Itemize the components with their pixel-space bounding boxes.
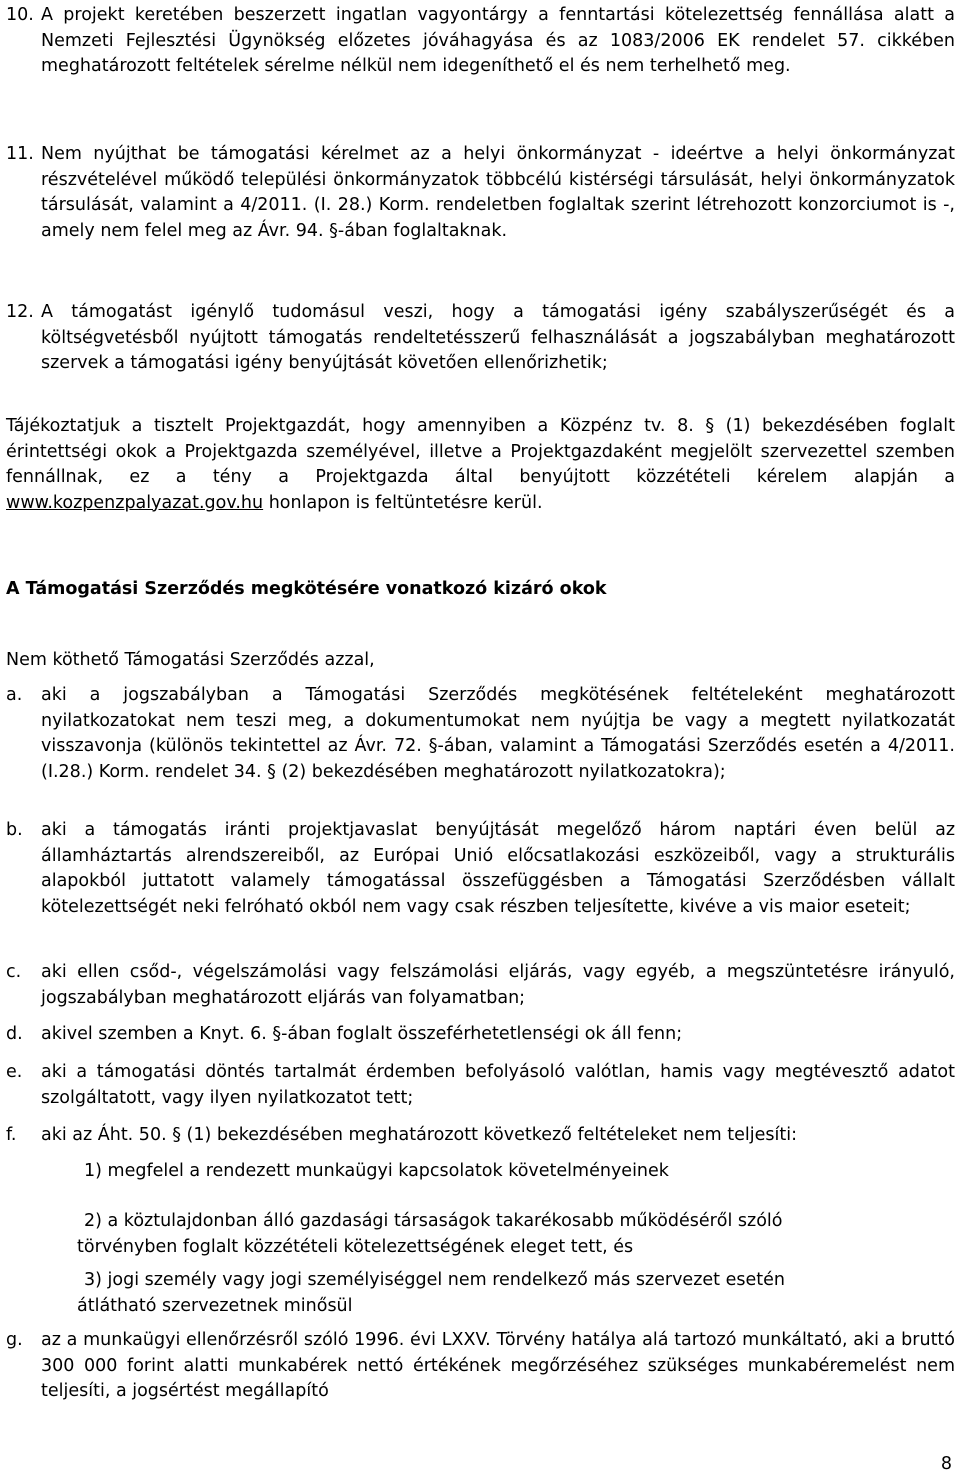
- paragraph-text: A projekt keretében beszerzett ingatlan vagyontárgy a fenntartási kötelezettség fennállása alatt a Nemzeti Fejlesztési Ügynökség előzetes jóváhagyása és az 1083/2006 EK rendelet 57. cikkében meghatározott feltételek sérelme nélkül nem idegeníthető el és nem terhelhető meg.: [41, 5, 955, 76]
- list-item-c: [6, 960, 955, 1011]
- list-item-d: [6, 1022, 955, 1048]
- list-item-e: [6, 1060, 955, 1111]
- list-item-g: [6, 1328, 955, 1405]
- list-label: g.: [6, 1330, 23, 1350]
- list-text: aki a jogszabályban a Támogatási Szerződés megkötésének feltételeként meghatározott nyilatkozatokat nem teszi meg, a dokumentumokat nem nyújtja be vagy a megtett nyilatkozatát visszavonja (különös tekintettel az Ávr. 72. §-ában, valamint a Támogatási Szerződés esetén a 4/2011. (I.28.) Korm. rendelet 34. § (2) bekezdésében meghatározott nyilatkozatokra);: [41, 685, 955, 782]
- list-label: d.: [6, 1024, 23, 1044]
- subitem-2: [77, 1209, 955, 1260]
- paragraph-number: 11.: [6, 144, 34, 164]
- paragraph-11: [6, 142, 955, 244]
- list-text: aki ellen csőd-, végelszámolási vagy felszámolási eljárás, vagy egyéb, a megszüntetésre irányuló, jogszabályban meghatározott eljárás van folyamatban;: [41, 962, 955, 1008]
- subitem-1: [77, 1159, 955, 1185]
- list-text: az a munkaügyi ellenőrzésről szóló 1996. évi LXXV. Törvény hatálya alá tartozó munkáltató, aki a bruttó 300 000 forint alatti munkabérek nettó értékének megőrzéséhez szükséges munkabéremelést nem teljesíti, a jogsértést megállapító: [41, 1330, 955, 1401]
- intro-text: Nem köthető Támogatási Szerződés azzal,: [6, 650, 375, 670]
- list-label: a.: [6, 685, 23, 705]
- list-text: aki a támogatás iránti projektjavaslat benyújtását megelőző három naptári éven belül az államháztartás alrendszereiből, az Európai Unió előcsatlakozási eszközeiből, vagy a strukturális alapokból juttatott valamely támogatással összefüggésben a Támogatási Szerződésben vállalt kötelezettségét neki felróható okból nem vagy csak részben teljesítette, kivéve a vis maior eseteit;: [41, 820, 955, 917]
- paragraph-number: 10.: [6, 5, 34, 25]
- notice-paragraph: [6, 414, 955, 516]
- subitem-3: [77, 1268, 955, 1319]
- notice-text-end: honlapon is feltüntetésre kerül.: [263, 492, 543, 513]
- subitem-text: 1) megfelel a rendezett munkaügyi kapcsolatok követelményeinek: [84, 1161, 669, 1181]
- list-item-a: [6, 683, 955, 785]
- subitem-text: 2) a köztulajdonban álló gazdasági társaságok takarékosabb működéséről szóló: [84, 1211, 783, 1231]
- subitem-text-continued: átlátható szervezetnek minősül: [77, 1295, 353, 1316]
- notice-text: Tájékoztatjuk a tisztelt Projektgazdát, hogy amennyiben a Közpénz tv. 8. § (1) bekezdésében foglalt érintettségi okok a Projektgazda személyével, illetve a Projektgazdaként megjelölt szervezettel szemben fennállnak, ez a tény a Projektgazda által benyújtott közzétételi kérelem alapján a: [6, 416, 955, 487]
- list-item-f: [6, 1123, 955, 1149]
- list-text: aki az Áht. 50. § (1) bekezdésében meghatározott következő feltételeket nem teljesíti:: [41, 1125, 798, 1145]
- list-label: b.: [6, 820, 23, 840]
- kozpenz-website-link[interactable]: www.kozpenzpalyazat.gov.hu: [6, 492, 264, 513]
- paragraph-text: Nem nyújthat be támogatási kérelmet az a helyi önkormányzat - ideértve a helyi önkormányzat részvételével működő települési önkormányzatok többcélú kistérségi társulását, helyi önkormányzatok társulását, valamint a 4/2011. (I. 28.) Korm. rendeletben foglaltak szerint létrehozott konzorciumot is -, amely nem felel meg az Ávr. 94. §-ában foglaltaknak.: [41, 144, 955, 241]
- list-item-b: [6, 818, 955, 920]
- list-label: f.: [6, 1125, 17, 1145]
- paragraph-10: [6, 3, 955, 80]
- list-text: aki a támogatási döntés tartalmát érdemben befolyásoló valótlan, hamis vagy megtévesztő adatot szolgáltatott, vagy ilyen nyilatkozatot tett;: [41, 1062, 955, 1108]
- paragraph-12: [6, 300, 955, 377]
- list-label: e.: [6, 1062, 23, 1082]
- list-text: akivel szemben a Knyt. 6. §-ában foglalt összeférhetetlenségi ok áll fenn;: [41, 1024, 683, 1044]
- section-heading: A Támogatási Szerződés megkötésére vonatkozó kizáró okok: [6, 579, 607, 599]
- subitem-text: 3) jogi személy vagy jogi személyiséggel nem rendelkező más szervezet esetén: [84, 1270, 785, 1290]
- paragraph-text: A támogatást igénylő tudomásul veszi, hogy a támogatási igény szabályszerűségét és a költségvetésből nyújtott támogatás rendeltetésszerű felhasználását a jogszabályban meghatározott szervek a támogatási igény benyújtását követően ellenőrizhetik;: [41, 302, 955, 373]
- list-label: c.: [6, 962, 22, 982]
- page-number: 8: [940, 1454, 952, 1474]
- subitem-text-continued: törvényben foglalt közzétételi kötelezettségének eleget tett, és: [77, 1236, 634, 1257]
- paragraph-number: 12.: [6, 302, 34, 322]
